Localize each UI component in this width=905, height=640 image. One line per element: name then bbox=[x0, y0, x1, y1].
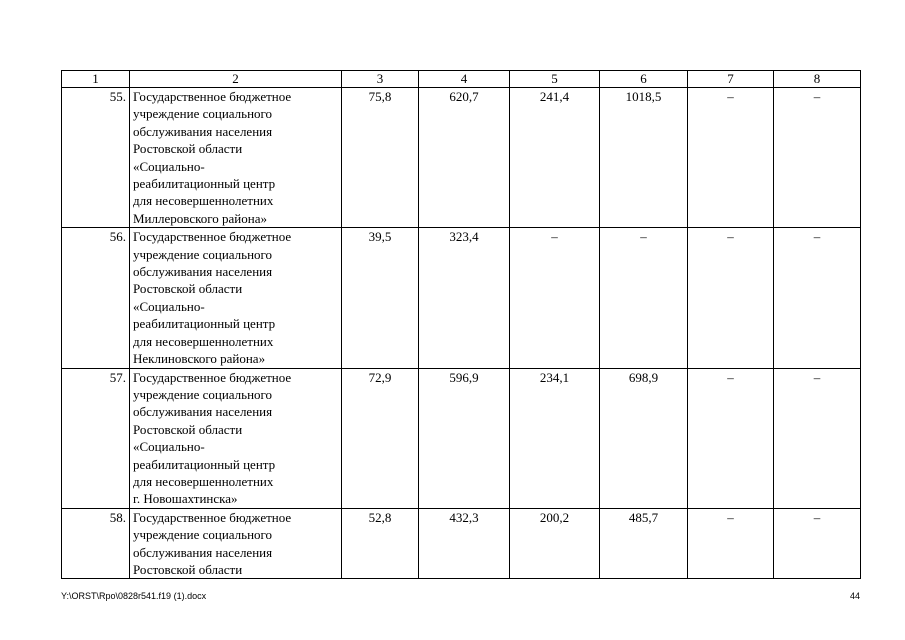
institution-name-text: Государственное бюджетное учреждение социального обслуживания населения Ростовской области «Социально- реабилитационный центр для несовершеннолетних Неклиновского района» bbox=[133, 229, 292, 367]
value-col-7: – bbox=[688, 228, 774, 368]
data-table bbox=[61, 70, 861, 579]
institution-name bbox=[130, 368, 342, 508]
row-number: 56. bbox=[62, 228, 130, 368]
column-header: 7 bbox=[688, 71, 774, 88]
row-number: 57. bbox=[62, 368, 130, 508]
institution-name bbox=[130, 228, 342, 368]
value-col-6: 485,7 bbox=[600, 508, 688, 579]
value-col-6: 698,9 bbox=[600, 368, 688, 508]
value-col-4: 596,9 bbox=[419, 368, 510, 508]
value-col-3: 39,5 bbox=[342, 228, 419, 368]
column-header: 6 bbox=[600, 71, 688, 88]
table-row bbox=[62, 228, 861, 368]
institution-name bbox=[130, 88, 342, 228]
value-col-7: – bbox=[688, 368, 774, 508]
institution-name-text: Государственное бюджетное учреждение социального обслуживания населения Ростовской области «Социально- реабилитационный центр для несовершеннолетних Миллеровского района» bbox=[133, 89, 292, 226]
value-col-6: – bbox=[600, 228, 688, 368]
value-col-3: 75,8 bbox=[342, 88, 419, 228]
value-col-5: 241,4 bbox=[510, 88, 600, 228]
table-header-row bbox=[62, 71, 861, 88]
column-header: 2 bbox=[130, 71, 342, 88]
table-row bbox=[62, 508, 861, 579]
value-col-7: – bbox=[688, 508, 774, 579]
institution-name-text: Государственное бюджетное учреждение социального обслуживания населения Ростовской области bbox=[133, 509, 292, 577]
value-col-5: 200,2 bbox=[510, 508, 600, 579]
column-header: 4 bbox=[419, 71, 510, 88]
value-col-4: 432,3 bbox=[419, 508, 510, 579]
column-header: 3 bbox=[342, 71, 419, 88]
value-col-5: – bbox=[510, 228, 600, 368]
row-number: 55. bbox=[62, 88, 130, 228]
value-col-4: 620,7 bbox=[419, 88, 510, 228]
page-number: 44 bbox=[849, 591, 860, 601]
value-col-6: 1018,5 bbox=[600, 88, 688, 228]
column-header: 5 bbox=[510, 71, 600, 88]
row-number: 58. bbox=[62, 508, 130, 579]
value-col-8: – bbox=[774, 508, 861, 579]
value-col-8: – bbox=[774, 228, 861, 368]
value-col-8: – bbox=[774, 368, 861, 508]
institution-name-text: Государственное бюджетное учреждение социального обслуживания населения Ростовской области «Социально- реабилитационный центр для несовершеннолетних г. Новошахтинска» bbox=[133, 369, 292, 507]
institution-name bbox=[130, 508, 342, 579]
value-col-5: 234,1 bbox=[510, 368, 600, 508]
column-header: 1 bbox=[62, 71, 130, 88]
value-col-8: – bbox=[774, 88, 861, 228]
value-col-7: – bbox=[688, 88, 774, 228]
table-row bbox=[62, 368, 861, 508]
value-col-3: 72,9 bbox=[342, 368, 419, 508]
footer-file-path: Y:\ORST\Rpo\0828r541.f19 (1).docx bbox=[61, 591, 207, 601]
column-header: 8 bbox=[774, 71, 861, 88]
value-col-4: 323,4 bbox=[419, 228, 510, 368]
value-col-3: 52,8 bbox=[342, 508, 419, 579]
table-row bbox=[62, 88, 861, 228]
